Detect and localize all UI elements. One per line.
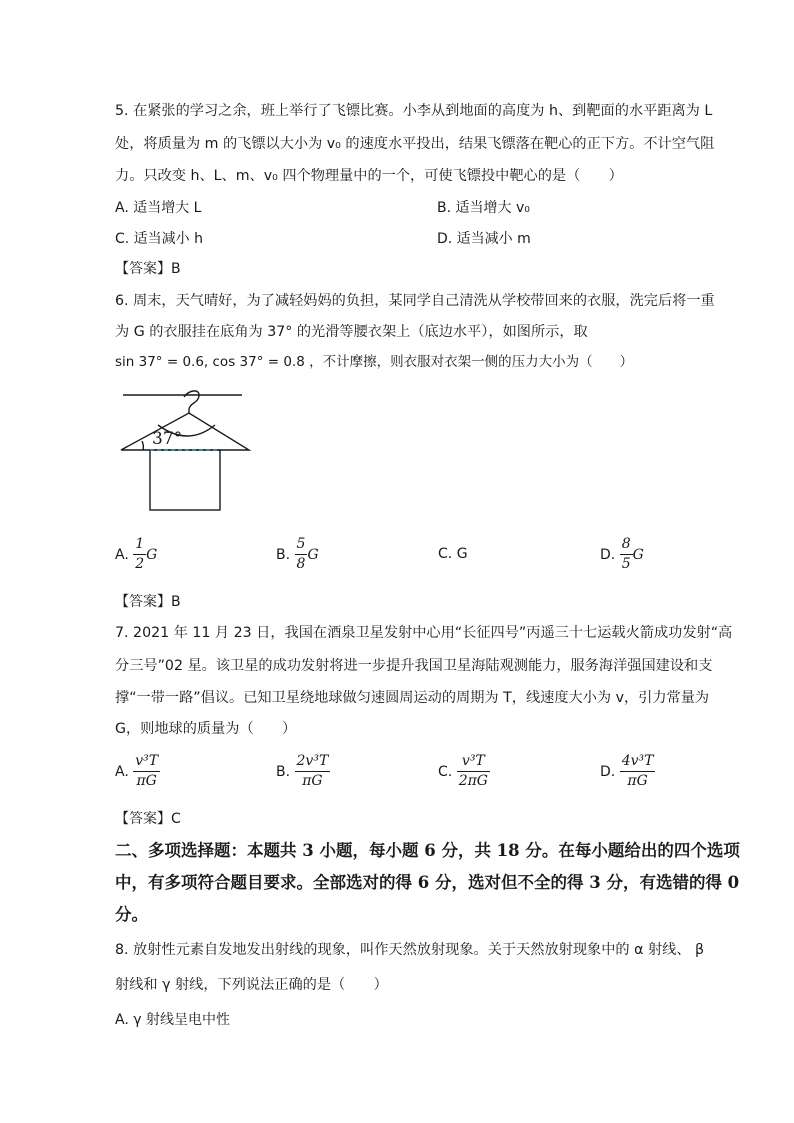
q6-option-b bbox=[276, 536, 319, 576]
hanger-figure bbox=[118, 383, 253, 513]
fraction bbox=[133, 753, 160, 790]
answer-value: B bbox=[171, 261, 181, 277]
denominator: 5 bbox=[621, 556, 631, 572]
q6-option-a bbox=[115, 536, 157, 576]
numerator: 2v³T bbox=[295, 753, 331, 772]
q8-option-a: A. γ 射线呈电中性 bbox=[115, 1012, 230, 1028]
q7-stem-line-2: 分三号”02 星。该卫星的成功发射将进一步提升我国卫星海陆观测能力，服务海洋强国建设和支 bbox=[115, 658, 713, 674]
option-text: G bbox=[456, 546, 468, 562]
answer-label: 【答案】 bbox=[115, 811, 171, 827]
q7-stem-line-4: G，则地球的质量为（ ） bbox=[115, 721, 297, 737]
q6-stem-line-3: sin 37° = 0.6, cos 37° = 0.8 ，不计摩擦，则衣服对衣架一侧的压力大小为（ ） bbox=[115, 354, 634, 370]
denominator: πG bbox=[302, 773, 323, 789]
q5-stem-line-1: 5. 在紧张的学习之余，班上举行了飞镖比赛。小李从到地面的高度为 h、到靶面的水平距离为 L bbox=[115, 103, 713, 119]
q6-stem-line-1: 6. 周末，天气晴好，为了减轻妈妈的负担，某同学自己清洗从学校带回来的衣服，洗完后将一重 bbox=[115, 293, 715, 309]
denominator: πG bbox=[627, 773, 648, 789]
option-letter: A. bbox=[115, 546, 129, 563]
numerator: v³T bbox=[457, 753, 490, 772]
answer-label: 【答案】 bbox=[115, 261, 171, 277]
fraction bbox=[133, 536, 146, 573]
denominator: 8 bbox=[296, 556, 306, 572]
q7-option-c bbox=[438, 753, 490, 793]
numerator: 5 bbox=[295, 536, 308, 555]
shirt-body bbox=[150, 450, 220, 510]
denominator: πG bbox=[136, 773, 157, 789]
angle-arc bbox=[142, 441, 143, 450]
numerator: 8 bbox=[620, 536, 633, 555]
hanger-hook bbox=[184, 391, 199, 413]
variable: G bbox=[307, 546, 319, 563]
section-2-heading-line-3: 分。 bbox=[115, 905, 148, 924]
hanger-triangle bbox=[121, 413, 249, 450]
option-letter: D. bbox=[600, 763, 616, 780]
numerator: 4v³T bbox=[620, 753, 656, 772]
q5-option-d: D. 适当减小 m bbox=[437, 231, 531, 247]
answer-label: 【答案】 bbox=[115, 594, 171, 610]
denominator: 2πG bbox=[458, 773, 488, 789]
q5-stem-line-3: 力。只改变 h、L、m、v₀ 四个物理量中的一个，可使飞镖投中靶心的是（ ） bbox=[115, 168, 623, 184]
q5-answer bbox=[115, 259, 181, 279]
q6-stem-line-2: 为 G 的衣服挂在底角为 37° 的光滑等腰衣架上（底边水平），如图所示，取 bbox=[115, 324, 588, 340]
q5-option-c: C. 适当减小 h bbox=[115, 231, 203, 247]
q7-option-a bbox=[115, 753, 160, 793]
fraction bbox=[295, 536, 308, 573]
q5-option-b: B. 适当增大 v₀ bbox=[437, 200, 530, 216]
variable: G bbox=[146, 546, 158, 563]
q6-option-c bbox=[438, 544, 468, 564]
q6-answer bbox=[115, 592, 181, 612]
q7-option-b bbox=[276, 753, 330, 793]
q8-stem-line-1: 8. 放射性元素自发地发出射线的现象，叫作天然放射现象。关于天然放射现象中的 α 射线、 β bbox=[115, 942, 705, 958]
fraction bbox=[620, 753, 656, 790]
numerator: 1 bbox=[133, 536, 146, 555]
q5-stem-line-2: 处，将质量为 m 的飞镖以大小为 v₀ 的速度水平投出，结果飞镖落在靶心的正下方。不计空气阻 bbox=[115, 136, 715, 152]
option-letter: B. bbox=[276, 546, 291, 563]
numerator: v³T bbox=[133, 753, 160, 772]
variable: G bbox=[632, 546, 644, 563]
section-2-heading-line-1: 二、多项选择题：本题共 3 小题，每小题 6 分，共 18 分。在每小题给出的四个选项 bbox=[115, 841, 740, 860]
answer-value: B bbox=[171, 594, 181, 610]
q7-stem-line-3: 撑“一带一路”倡议。已知卫星绕地球做匀速圆周运动的周期为 T，线速度大小为 v，引力常量为 bbox=[115, 690, 710, 706]
answer-value: C bbox=[171, 811, 181, 827]
section-2-heading-line-2: 中，有多项符合题目要求。全部选对的得 6 分，选对但不全的得 3 分，有选错的得 0 bbox=[115, 873, 740, 892]
option-letter: C. bbox=[438, 763, 453, 780]
option-letter: C. bbox=[438, 546, 453, 562]
fraction bbox=[457, 753, 490, 790]
option-letter: D. bbox=[600, 546, 616, 563]
fraction bbox=[295, 753, 331, 790]
q7-option-d bbox=[600, 753, 655, 793]
q7-answer bbox=[115, 809, 181, 829]
q8-stem-line-2: 射线和 γ 射线，下列说法正确的是（ ） bbox=[115, 977, 388, 993]
angle-label: 37° bbox=[152, 429, 183, 449]
option-letter: B. bbox=[276, 763, 291, 780]
q7-stem-line-1: 7. 2021 年 11 月 23 日，我国在酒泉卫星发射中心用“长征四号”丙遥三十七运载火箭成功发射“高 bbox=[115, 625, 733, 641]
fraction bbox=[620, 536, 633, 573]
denominator: 2 bbox=[135, 556, 145, 572]
q5-option-a: A. 适当增大 L bbox=[115, 200, 202, 216]
q6-option-d bbox=[600, 536, 644, 576]
option-letter: A. bbox=[115, 763, 129, 780]
